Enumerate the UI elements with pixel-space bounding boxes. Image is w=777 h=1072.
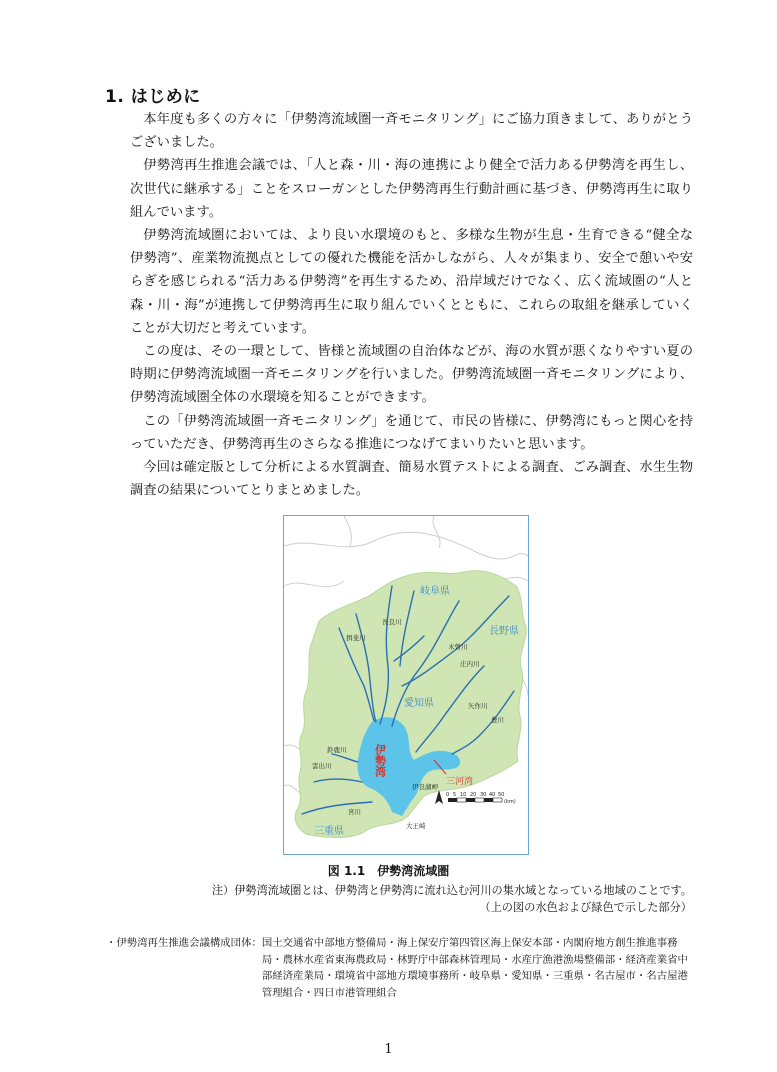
figure-note: 注）伊勢湾流域圏とは、伊勢湾と伊勢湾に流れ込む河川の集水域となっている地域のことです。 [211,884,692,897]
section-title: はじめに [130,87,201,107]
scale-tick: 20 [470,792,477,798]
figure-note-sub: （上の図の水色および緑色で示した部分） [479,901,692,914]
members-list: 国土交通省中部地方整備局・海上保安庁第四管区海上保安本部・内閣府地方創生推進事務局・農林水産省東海農政局・林野庁中部森林管理局・水産庁漁港漁場整備部・経済産業省中部経済産業局・環境省中部地方環境事務所・岐阜県・愛知県・三重県・名古屋市・名古屋港管理組合・四日市港管理組合 [261,937,688,999]
scale-bar [446,792,516,805]
paragraph: この度は、その一環として、皆様と流域圏の自治体などが、海の水質が悪くなりやすい夏の時期に伊勢湾流域圏一斉モニタリングを行いました。伊勢湾流域圏一斉モニタリングにより、伊勢湾流域圏全体の水環境を知ることができます。 [130,344,693,406]
label-suzuka: 鈴鹿川 [327,746,347,754]
label-mikawa-bay: 三河湾 [446,777,474,787]
basin-map [284,516,528,854]
scale-tick: 30 [480,792,487,798]
label-toyo: 豊川 [491,716,504,724]
paragraph: 今回は確定版として分析による水質調査、簡易水質テストによる調査、ごみ調査、水生生物調査の結果についてとりまとめました。 [130,460,693,499]
basin-map-figure [283,515,529,855]
paragraph: 本年度も多くの方々に「伊勢湾流域圏一斉モニタリング」にご協力頂きまして、ありがとうございました。 [130,112,693,151]
scale-tick: 5 [453,792,457,798]
label-miya: 宮川 [348,808,361,816]
paragraph: 伊勢湾再生推進会議では、「人と森・川・海の連携により健全で活力ある伊勢湾を再生し、次世代に継承する」ことをスローガンとした伊勢湾再生行動計画に基づき、伊勢湾再生に取り組んでいます。 [130,158,693,220]
scale-tick: 50 [498,792,505,798]
members-label: ・伊勢湾再生推進会議構成団体： [106,937,262,949]
section-number: 1. [105,87,125,107]
label-kiso: 木曽川 [448,643,468,651]
scale-tick: 10 [460,792,467,798]
label-daio: 大王崎 [406,822,426,830]
label-ibi: 揖斐川 [346,634,366,642]
label-yahagi: 矢作川 [468,702,488,710]
label-aichi: 愛知県 [404,698,434,709]
figure-caption: 図 1.1 伊勢湾流域圏 [327,864,450,878]
section-heading [105,82,201,107]
label-kumozu: 雲出川 [312,762,332,770]
council-members [106,935,696,1001]
body-text [130,108,693,502]
label-gifu: 岐阜県 [420,586,450,597]
label-shonai: 庄内川 [460,660,480,668]
scale-tick: 0 [446,792,450,798]
scale-tick: 40 [489,792,496,798]
label-nagara: 長良川 [382,618,402,626]
label-irago: 伊良湖岬 [412,783,438,791]
label-ise-bay: 伊勢湾 [373,744,387,777]
label-mie: 三重県 [314,826,344,837]
paragraph: この「伊勢湾流域圏一斉モニタリング」を通じて、市民の皆様に、伊勢湾にもっと関心を持っていただき、伊勢湾再生のさらなる推進につなげてまいりたいと思います。 [130,413,693,452]
paragraph: 伊勢湾流域圏においては、より良い水環境のもと、多様な生物が生息・生育できる“健全な伊勢湾”、産業物流拠点としての優れた機能を活かしながら、人々が集まり、安全で憩いや安らぎを感じられる“活力ある伊勢湾”を再生するため、沿岸域だけでなく、広く流域圏の“人と森・川・海”が連携して伊勢湾再生に取り組んでいくとともに、これらの取組を継承していくことが大切だと考えています。 [130,228,693,336]
page-number: 1 [384,1042,393,1057]
scale-unit: (km) [504,799,516,805]
label-nagano: 長野県 [489,626,519,637]
